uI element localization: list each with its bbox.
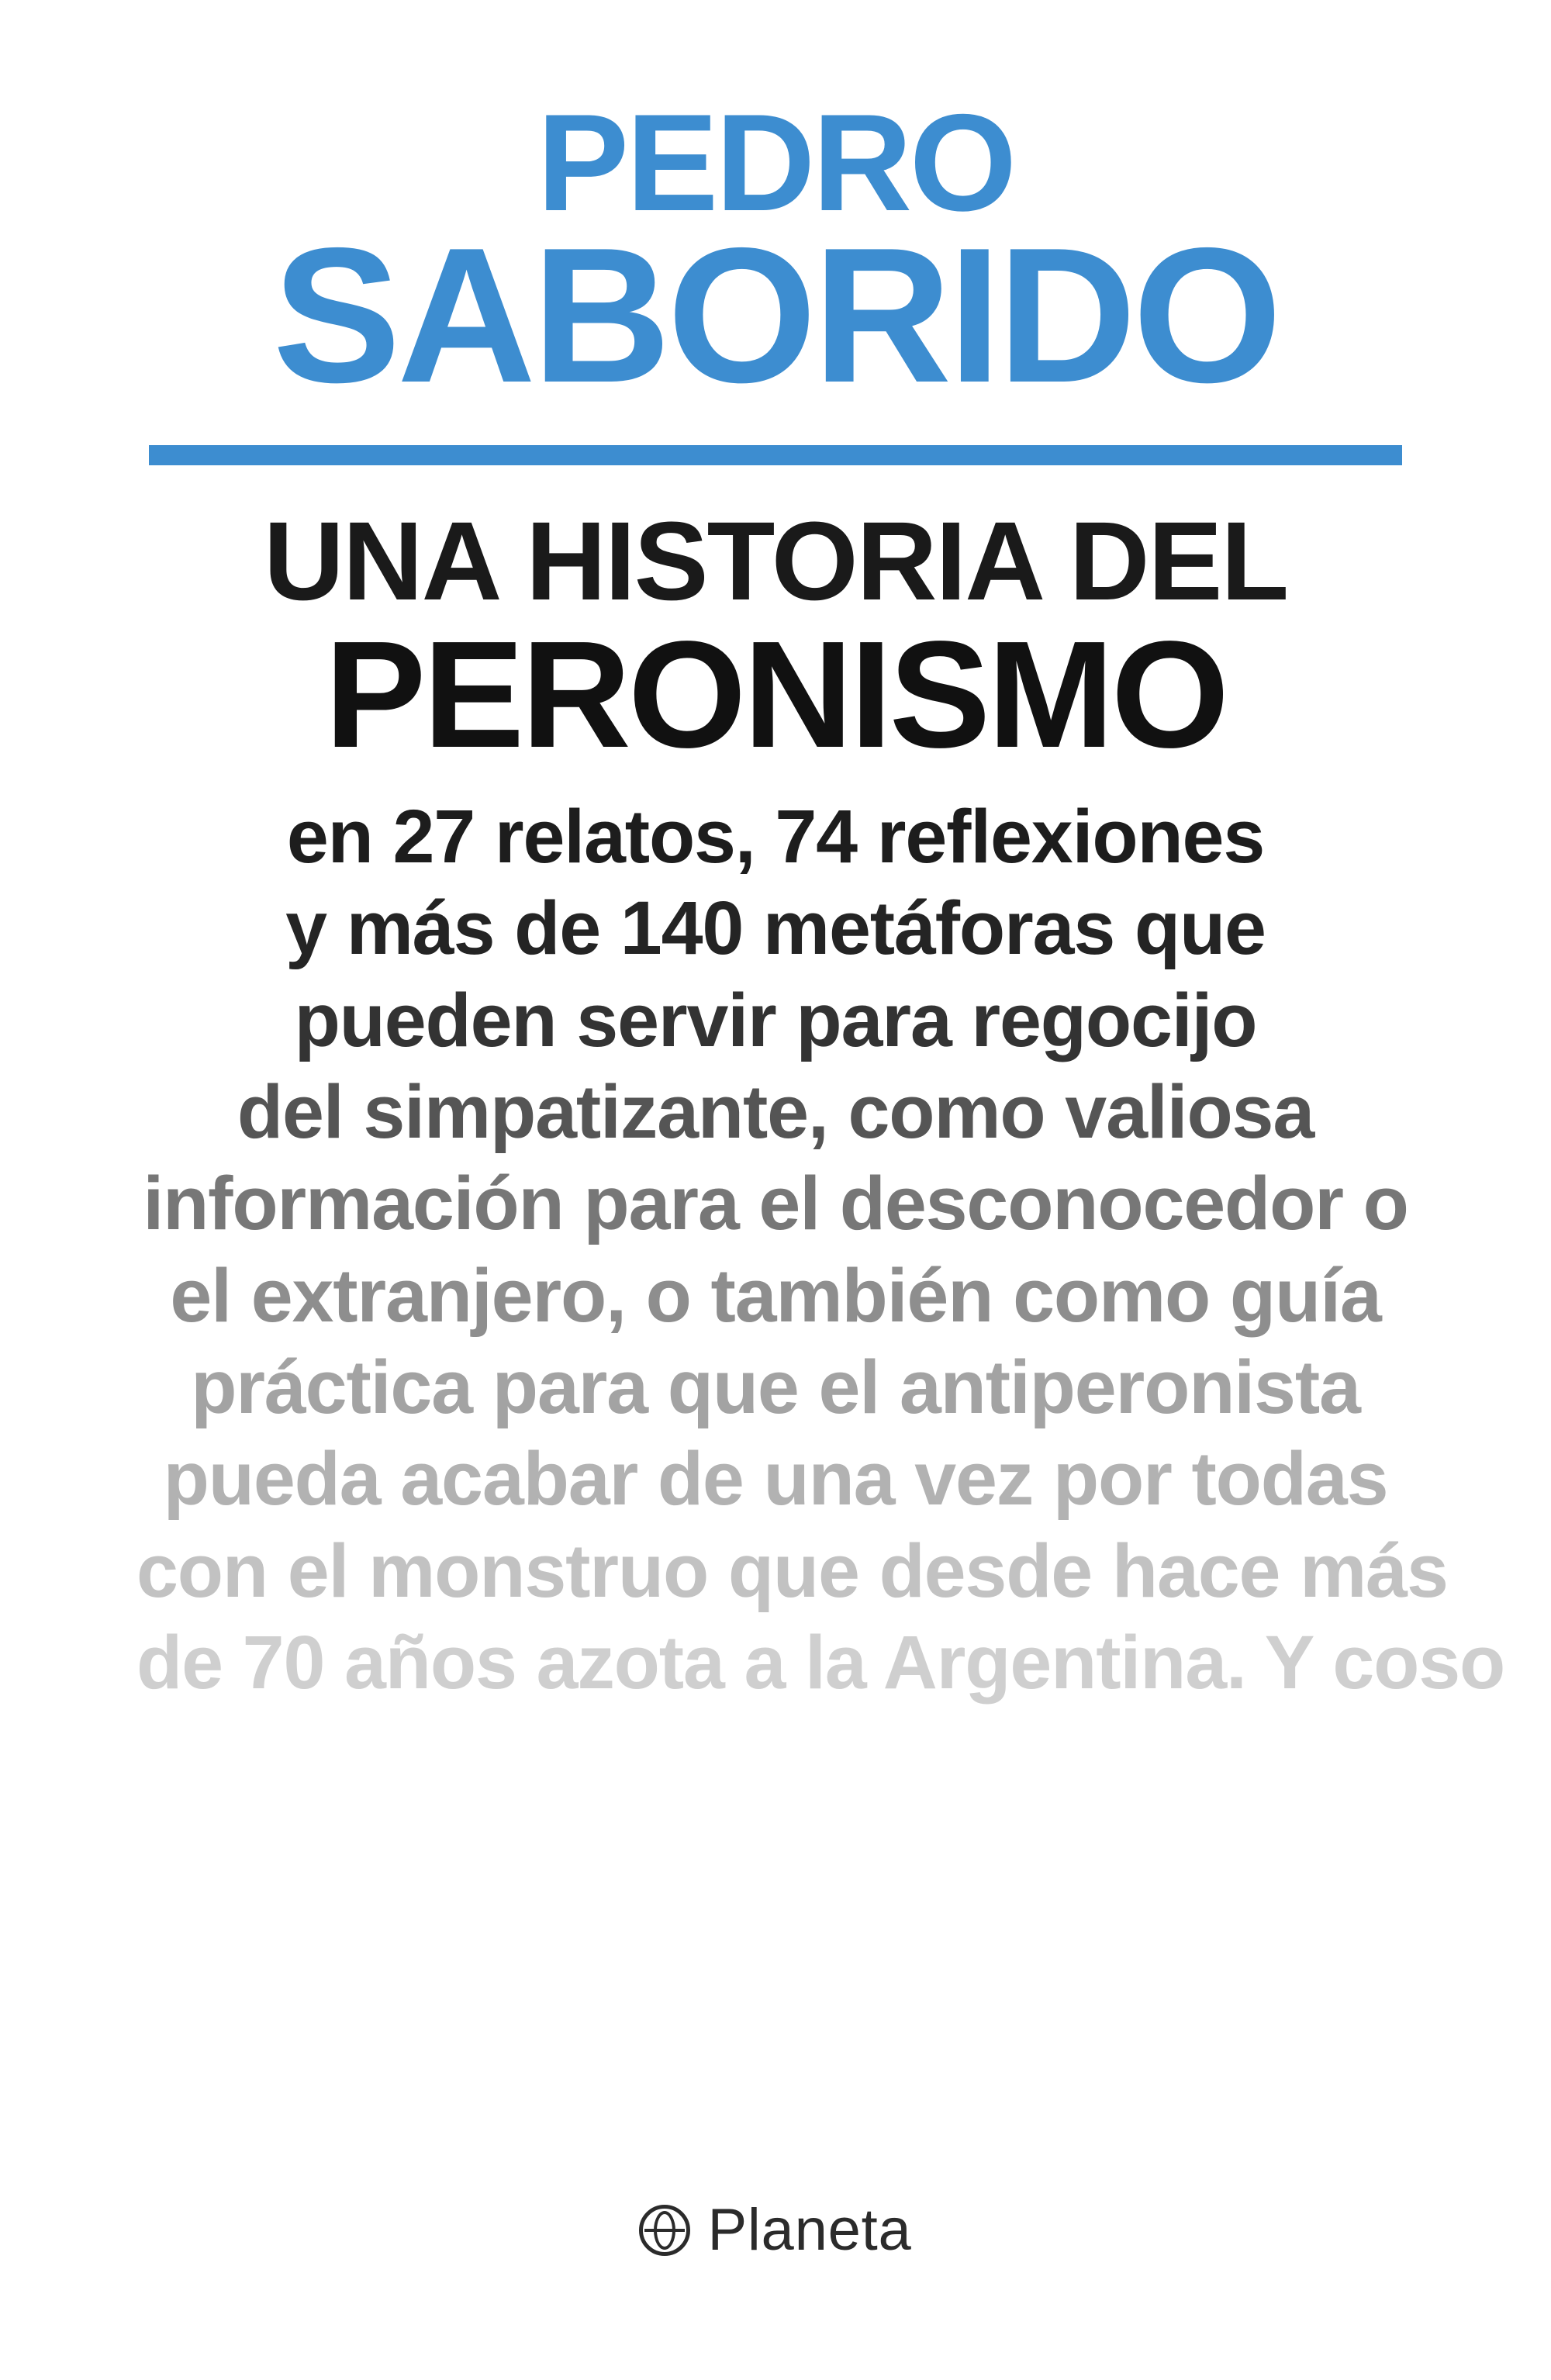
publisher-logo [136, 2196, 1415, 2264]
subtitle-line: y más de 140 metáforas que [285, 886, 1266, 971]
subtitle-line: práctica para que el antiperonista [191, 1344, 1360, 1429]
accent-divider [149, 445, 1402, 465]
subtitle-line: de 70 años azota a la Argentina. Y coso [136, 1619, 1505, 1705]
title-block [136, 498, 1415, 779]
subtitle-line: el extranjero, o también como guía [170, 1252, 1381, 1338]
subtitle-line: en 27 relatos, 74 reflexiones [286, 793, 1265, 879]
globe-icon [639, 2205, 690, 2256]
subtitle-line: pueden servir para regocijo [294, 977, 1257, 1062]
author-last-name: SABORIDO [272, 206, 1279, 423]
author-block [136, 85, 1415, 423]
title-line-1: UNA HISTORIA DEL [263, 498, 1288, 623]
subtitle-line: información para el desconocedor o [143, 1161, 1408, 1246]
title-line-2: PERONISMO [324, 609, 1227, 779]
subtitle-line: del simpatizante, como valiosa [237, 1069, 1314, 1154]
publisher-name: Planeta [707, 2197, 912, 2263]
author-first-name: PEDRO [537, 85, 1014, 240]
subtitle-line: pueda acabar de una vez por todas [163, 1436, 1388, 1522]
subtitle-block [136, 791, 1505, 1708]
subtitle-line: con el monstruo que desde hace más [136, 1528, 1448, 1613]
